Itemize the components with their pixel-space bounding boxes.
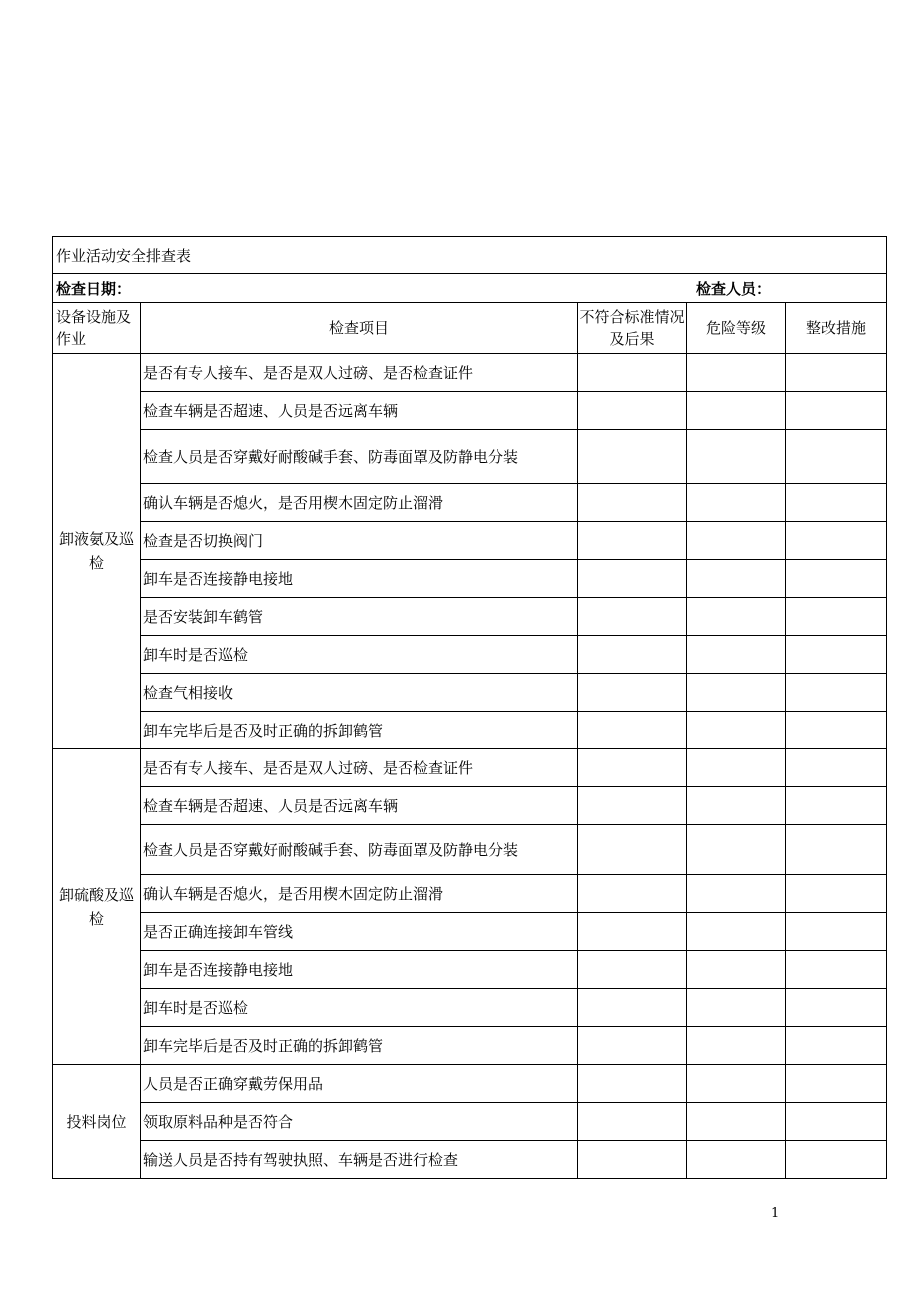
nonconform-cell[interactable] <box>578 484 687 522</box>
nonconform-cell[interactable] <box>578 430 687 484</box>
table-row <box>53 787 887 825</box>
measures-cell[interactable] <box>786 674 887 712</box>
table-row <box>53 1027 887 1065</box>
nonconform-cell[interactable] <box>578 1065 687 1103</box>
measures-cell[interactable] <box>786 1103 887 1141</box>
nonconform-cell[interactable] <box>578 636 687 674</box>
group-name: 卸硫酸及巡检 <box>53 749 141 1065</box>
check-item: 确认车辆是否熄火，是否用楔木固定防止溜滑 <box>141 484 578 522</box>
risk-level-cell[interactable] <box>687 636 786 674</box>
nonconform-cell[interactable] <box>578 598 687 636</box>
measures-cell[interactable] <box>786 484 887 522</box>
risk-level-cell[interactable] <box>687 1065 786 1103</box>
col-header-nonconform: 不符合标准情况及后果 <box>578 303 687 354</box>
risk-level-cell[interactable] <box>687 913 786 951</box>
measures-cell[interactable] <box>786 1141 887 1179</box>
check-item: 卸车时是否巡检 <box>141 989 578 1027</box>
check-item: 检查人员是否穿戴好耐酸碱手套、防毒面罩及防静电分装 <box>141 825 578 875</box>
nonconform-cell[interactable] <box>578 1141 687 1179</box>
table-row <box>53 913 887 951</box>
measures-cell[interactable] <box>786 787 887 825</box>
check-item: 检查人员是否穿戴好耐酸碱手套、防毒面罩及防静电分装 <box>141 430 578 484</box>
col-header-facility: 设备设施及作业 <box>53 303 141 354</box>
page-number: 1 <box>771 1206 780 1221</box>
col-header-item: 检查项目 <box>141 303 578 354</box>
table-row <box>53 354 887 392</box>
check-item: 是否安装卸车鹤管 <box>141 598 578 636</box>
check-item: 是否正确连接卸车管线 <box>141 913 578 951</box>
measures-cell[interactable] <box>786 875 887 913</box>
nonconform-cell[interactable] <box>578 875 687 913</box>
check-item: 卸车完毕后是否及时正确的拆卸鹤管 <box>141 1027 578 1065</box>
header-row <box>53 303 887 354</box>
table-row <box>53 430 887 484</box>
col-header-risk: 危险等级 <box>687 303 786 354</box>
measures-cell[interactable] <box>786 749 887 787</box>
risk-level-cell[interactable] <box>687 354 786 392</box>
table-row <box>53 560 887 598</box>
nonconform-cell[interactable] <box>578 951 687 989</box>
check-item: 确认车辆是否熄火，是否用楔木固定防止溜滑 <box>141 875 578 913</box>
check-item: 领取原料品种是否符合 <box>141 1103 578 1141</box>
table-row <box>53 1103 887 1141</box>
risk-level-cell[interactable] <box>687 484 786 522</box>
table-row <box>53 989 887 1027</box>
check-item: 输送人员是否持有驾驶执照、车辆是否进行检查 <box>141 1141 578 1179</box>
check-item: 检查是否切换阀门 <box>141 522 578 560</box>
nonconform-cell[interactable] <box>578 787 687 825</box>
measures-cell[interactable] <box>786 522 887 560</box>
measures-cell[interactable] <box>786 636 887 674</box>
table-row <box>53 1065 887 1103</box>
table-row <box>53 392 887 430</box>
risk-level-cell[interactable] <box>687 749 786 787</box>
inspection-table <box>52 236 887 1179</box>
risk-level-cell[interactable] <box>687 598 786 636</box>
check-item: 检查车辆是否超速、人员是否远离车辆 <box>141 787 578 825</box>
table-row <box>53 484 887 522</box>
measures-cell[interactable] <box>786 825 887 875</box>
risk-level-cell[interactable] <box>687 392 786 430</box>
table-row <box>53 951 887 989</box>
nonconform-cell[interactable] <box>578 354 687 392</box>
inspector-label: 检查人员： <box>696 279 772 298</box>
inspection-date-label: 检查日期： <box>56 279 132 298</box>
measures-cell[interactable] <box>786 712 887 749</box>
nonconform-cell[interactable] <box>578 522 687 560</box>
check-item: 卸车是否连接静电接地 <box>141 951 578 989</box>
risk-level-cell[interactable] <box>687 875 786 913</box>
nonconform-cell[interactable] <box>578 749 687 787</box>
table-row <box>53 1141 887 1179</box>
measures-cell[interactable] <box>786 392 887 430</box>
risk-level-cell[interactable] <box>687 989 786 1027</box>
nonconform-cell[interactable] <box>578 712 687 749</box>
risk-level-cell[interactable] <box>687 1103 786 1141</box>
nonconform-cell[interactable] <box>578 989 687 1027</box>
nonconform-cell[interactable] <box>578 674 687 712</box>
form-title: 作业活动安全排查表 <box>53 237 887 274</box>
nonconform-cell[interactable] <box>578 560 687 598</box>
nonconform-cell[interactable] <box>578 1027 687 1065</box>
nonconform-cell[interactable] <box>578 913 687 951</box>
check-item: 卸车完毕后是否及时正确的拆卸鹤管 <box>141 712 578 749</box>
check-item: 检查车辆是否超速、人员是否远离车辆 <box>141 392 578 430</box>
risk-level-cell[interactable] <box>687 787 786 825</box>
measures-cell[interactable] <box>786 1027 887 1065</box>
table-row <box>53 598 887 636</box>
risk-level-cell[interactable] <box>687 560 786 598</box>
measures-cell[interactable] <box>786 354 887 392</box>
date-row <box>53 274 887 303</box>
nonconform-cell[interactable] <box>578 1103 687 1141</box>
measures-cell[interactable] <box>786 913 887 951</box>
nonconform-cell[interactable] <box>578 825 687 875</box>
nonconform-cell[interactable] <box>578 392 687 430</box>
table-row <box>53 749 887 787</box>
check-item: 卸车时是否巡检 <box>141 636 578 674</box>
risk-level-cell[interactable] <box>687 951 786 989</box>
measures-cell[interactable] <box>786 430 887 484</box>
table-row <box>53 712 887 749</box>
table-row <box>53 825 887 875</box>
risk-level-cell[interactable] <box>687 712 786 749</box>
measures-cell[interactable] <box>786 560 887 598</box>
check-item: 是否有专人接车、是否是双人过磅、是否检查证件 <box>141 354 578 392</box>
check-item: 人员是否正确穿戴劳保用品 <box>141 1065 578 1103</box>
table-row <box>53 636 887 674</box>
table-row <box>53 875 887 913</box>
risk-level-cell[interactable] <box>687 674 786 712</box>
risk-level-cell[interactable] <box>687 1027 786 1065</box>
risk-level-cell[interactable] <box>687 1141 786 1179</box>
measures-cell[interactable] <box>786 989 887 1027</box>
group-name: 卸液氨及巡检 <box>53 354 141 749</box>
check-item: 是否有专人接车、是否是双人过磅、是否检查证件 <box>141 749 578 787</box>
check-item: 卸车是否连接静电接地 <box>141 560 578 598</box>
table-row <box>53 674 887 712</box>
measures-cell[interactable] <box>786 1065 887 1103</box>
table-row <box>53 522 887 560</box>
risk-level-cell[interactable] <box>687 825 786 875</box>
group-name: 投料岗位 <box>53 1065 141 1179</box>
measures-cell[interactable] <box>786 598 887 636</box>
risk-level-cell[interactable] <box>687 522 786 560</box>
measures-cell[interactable] <box>786 951 887 989</box>
col-header-measures: 整改措施 <box>786 303 887 354</box>
risk-level-cell[interactable] <box>687 430 786 484</box>
check-item: 检查气相接收 <box>141 674 578 712</box>
